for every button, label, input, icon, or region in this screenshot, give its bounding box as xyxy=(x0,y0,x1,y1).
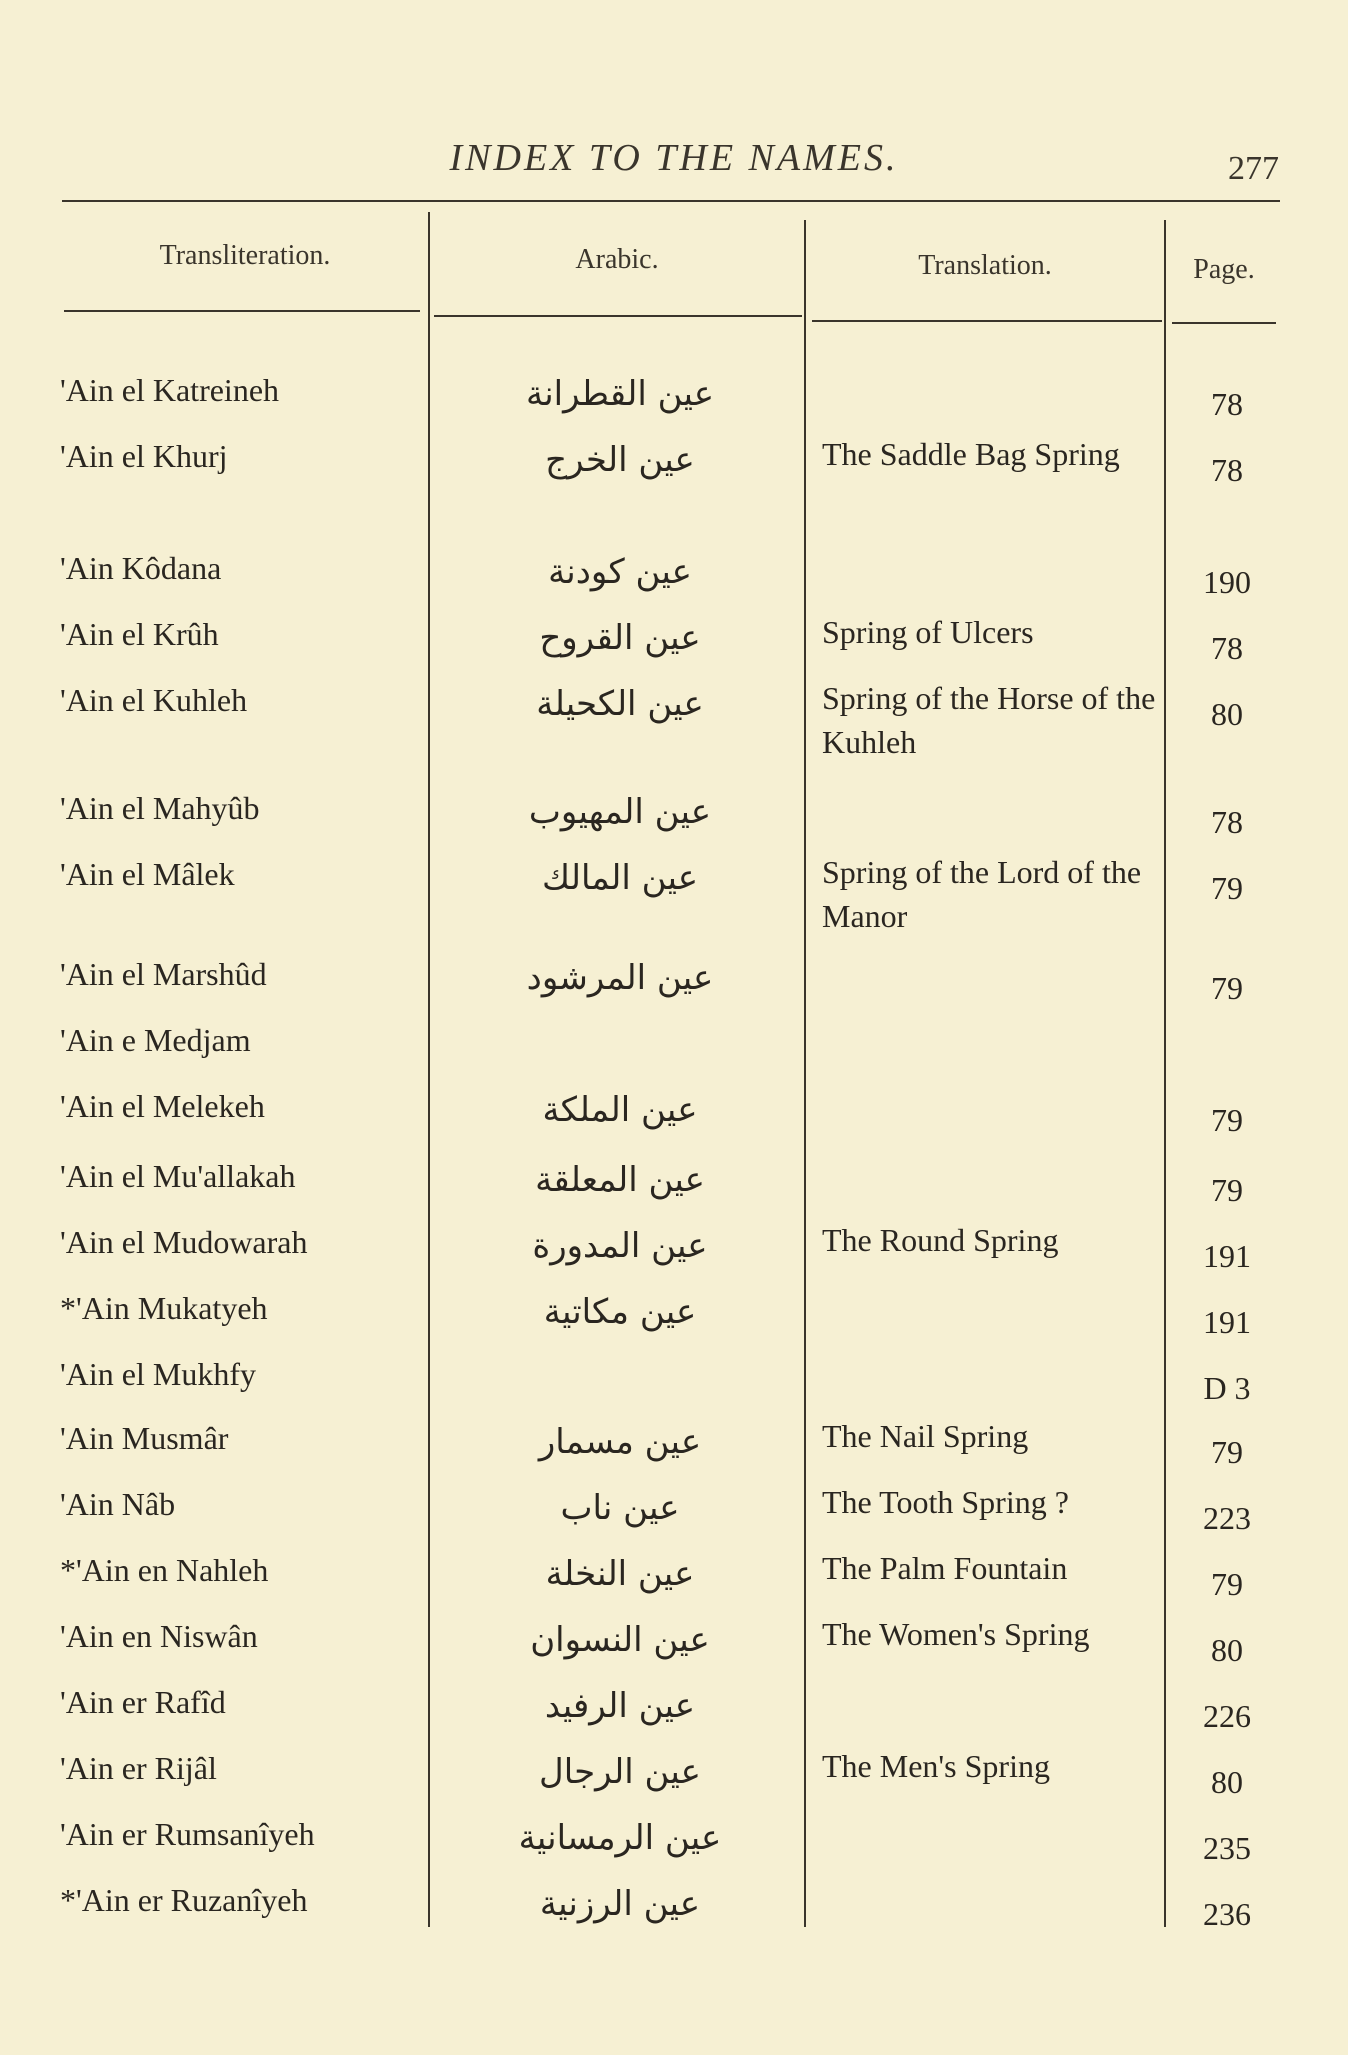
entry-arabic: عين القروح xyxy=(539,618,701,658)
entry-transliteration: 'Ain el Mudowarah xyxy=(60,1224,308,1260)
entry-transliteration: 'Ain el Mahyûb xyxy=(60,790,260,826)
entry-transliteration: 'Ain er Rafîd xyxy=(60,1684,226,1720)
entry-page: 78 xyxy=(1211,386,1243,422)
entry-page: 236 xyxy=(1203,1896,1251,1932)
entry-transliteration: 'Ain el Marshûd xyxy=(60,956,267,992)
entry-page: 80 xyxy=(1211,1632,1243,1668)
entry-arabic: عين الملكة xyxy=(542,1090,698,1130)
header-rule xyxy=(64,310,420,312)
entry-translation: The Palm Fountain xyxy=(822,1550,1068,1586)
column-header-arabic: Arabic. xyxy=(575,244,659,275)
entry-transliteration: 'Ain Kôdana xyxy=(60,550,222,586)
entry-arabic: عين الرمسانية xyxy=(518,1818,722,1858)
entry-page: 223 xyxy=(1203,1500,1251,1536)
entry-translation: The Round Spring xyxy=(822,1222,1059,1258)
entry-transliteration: 'Ain el Krûh xyxy=(60,616,219,652)
header-rule xyxy=(812,320,1162,322)
entry-transliteration: 'Ain el Mukhfy xyxy=(60,1356,256,1392)
entry-translation: The Women's Spring xyxy=(822,1616,1090,1652)
entry-page: 190 xyxy=(1203,564,1251,600)
entry-arabic: عين المهيوب xyxy=(528,792,712,832)
entry-page: 79 xyxy=(1211,1566,1243,1602)
entry-translation: The Saddle Bag Spring xyxy=(822,436,1120,472)
entry-page: D 3 xyxy=(1203,1370,1251,1406)
entry-arabic: عين النخلة xyxy=(545,1554,695,1594)
entry-page: 78 xyxy=(1211,630,1243,666)
header-rule xyxy=(434,315,802,317)
entry-transliteration: 'Ain er Rumsanîyeh xyxy=(60,1816,315,1852)
page-title: INDEX TO THE NAMES. xyxy=(449,137,899,179)
entry-page: 79 xyxy=(1211,970,1243,1006)
entry-page: 80 xyxy=(1211,696,1243,732)
entry-translation: The Tooth Spring ? xyxy=(822,1484,1069,1520)
entry-arabic: عين الرجال xyxy=(539,1752,701,1792)
entry-page: 191 xyxy=(1203,1304,1251,1340)
entry-transliteration: 'Ain el Katreineh xyxy=(60,372,280,408)
entry-arabic: عين المرشود xyxy=(526,958,714,998)
entry-transliteration: 'Ain el Mu'allakah xyxy=(60,1158,296,1194)
entry-translation: Spring of the Horse of the Kuhleh xyxy=(822,680,1156,760)
entry-arabic: عين المالك xyxy=(541,858,699,898)
entry-transliteration: 'Ain Musmâr xyxy=(60,1420,229,1456)
entry-transliteration: *'Ain Mukatyeh xyxy=(60,1290,268,1326)
entry-page: 79 xyxy=(1211,1172,1243,1208)
entry-translation: Spring of Ulcers xyxy=(822,614,1034,650)
entry-arabic: عين المدورة xyxy=(532,1226,708,1266)
entry-page: 235 xyxy=(1203,1830,1251,1866)
entry-arabic: عين الكحيلة xyxy=(536,684,704,724)
entry-page: 79 xyxy=(1211,1434,1243,1470)
page-number: 277 xyxy=(1228,150,1279,187)
entry-transliteration: *'Ain en Nahleh xyxy=(60,1552,269,1588)
entry-arabic: عين القطرانة xyxy=(525,374,715,414)
entry-arabic: عين المعلقة xyxy=(535,1160,705,1200)
entry-transliteration: 'Ain en Niswân xyxy=(60,1618,258,1654)
column-divider xyxy=(804,220,806,1927)
entry-transliteration: 'Ain el Mâlek xyxy=(60,856,235,892)
column-header-translation: Translation. xyxy=(918,250,1052,281)
entry-arabic: عين الخرج xyxy=(545,440,695,480)
entry-translation: Spring of the Lord of the Manor xyxy=(822,854,1142,934)
entry-page: 80 xyxy=(1211,1764,1243,1800)
entry-arabic: عين كودنة xyxy=(548,552,692,592)
entry-transliteration: 'Ain el Khurj xyxy=(60,438,228,474)
column-header-transliteration: Transliteration. xyxy=(159,240,331,271)
entry-page: 79 xyxy=(1211,870,1243,906)
entry-arabic: عين مكاتية xyxy=(543,1292,697,1332)
entry-transliteration: *'Ain er Ruzanîyeh xyxy=(60,1882,308,1918)
entry-arabic: عين ناب xyxy=(560,1488,680,1528)
entry-translation: The Nail Spring xyxy=(822,1418,1029,1454)
entry-page: 191 xyxy=(1203,1238,1251,1274)
entry-transliteration: 'Ain el Kuhleh xyxy=(60,682,248,718)
entry-arabic: عين الرزنية xyxy=(539,1884,701,1924)
top-rule xyxy=(62,200,1280,202)
entry-arabic: عين مسمار xyxy=(538,1422,702,1462)
column-divider xyxy=(428,212,430,1927)
entry-transliteration: 'Ain e Medjam xyxy=(60,1022,251,1058)
entry-page: 79 xyxy=(1211,1102,1243,1138)
entry-translation: The Men's Spring xyxy=(822,1748,1050,1784)
entry-page: 78 xyxy=(1211,804,1243,840)
column-divider xyxy=(1164,220,1166,1927)
entry-arabic: عين النسوان xyxy=(530,1620,710,1660)
entry-transliteration: 'Ain er Rijâl xyxy=(60,1750,217,1786)
column-header-page: Page. xyxy=(1193,254,1255,285)
entry-transliteration: 'Ain Nâb xyxy=(60,1486,176,1522)
entry-arabic: عين الرفيد xyxy=(544,1686,696,1726)
entry-transliteration: 'Ain el Melekeh xyxy=(60,1088,265,1124)
entry-page: 226 xyxy=(1203,1698,1251,1734)
header-rule xyxy=(1172,322,1276,324)
entry-page: 78 xyxy=(1211,452,1243,488)
